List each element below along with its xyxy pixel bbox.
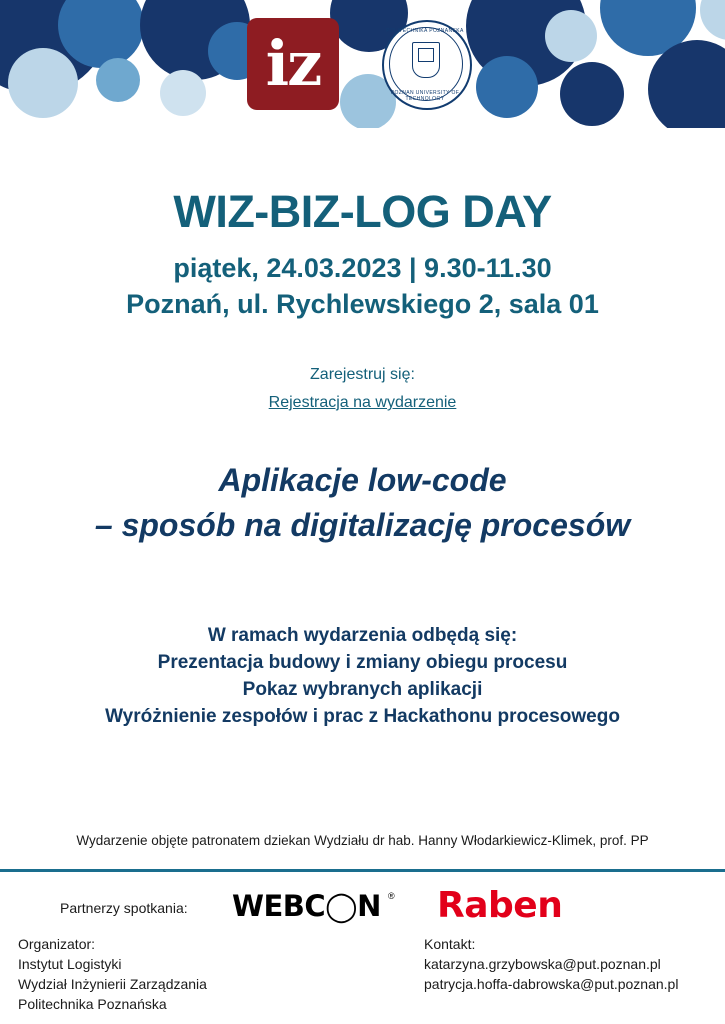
contact-block [424, 935, 678, 995]
contact-title: Kontakt: [424, 936, 476, 952]
event-topic-line-1: Aplikacje low-code [218, 462, 507, 498]
footer-divider-rule [0, 869, 725, 872]
event-topic [0, 458, 725, 549]
event-datetime-location [0, 251, 725, 322]
poster-footer [0, 873, 725, 1024]
put-logo-bottom-text: POZNAN UNIVERSITY OF TECHNOLOGY [390, 90, 460, 102]
decorative-circle [700, 0, 725, 40]
decorative-circle [545, 10, 597, 62]
register-link-wrapper [0, 394, 725, 412]
page-title: WIZ-BIZ-LOG DAY [173, 186, 552, 237]
raben-logo: Raben [437, 885, 563, 926]
decorative-circle [160, 70, 206, 116]
event-datetime: piątek, 24.03.2023 | 9.30-11.30 [173, 253, 552, 283]
patronage-note: Wydarzenie objęte patronatem dziekan Wydziału dr hab. Hanny Włodarkiewicz-Klimek, prof. PP [76, 833, 649, 848]
organizer-block [18, 935, 207, 1015]
organizer-title: Organizator: [18, 936, 96, 952]
organizer-line: Wydział Inżynierii Zarządzania [18, 975, 207, 992]
event-location: Poznań, ul. Rychlewskiego 2, sala 01 [126, 288, 599, 319]
decorative-circle [8, 48, 78, 118]
iz-logo-text: iz [265, 27, 321, 100]
agenda-heading: W ramach wydarzenia odbędą się: [207, 625, 518, 646]
organizer-line: Politechnika Poznańska [18, 995, 167, 1012]
poster-body [0, 128, 725, 873]
agenda-item: Pokaz wybranych aplikacji [242, 678, 483, 700]
decorative-circle [96, 58, 140, 102]
header-banner [0, 0, 725, 128]
contact-email[interactable]: katarzyna.grzybowska@put.poznan.pl [424, 955, 661, 972]
poznan-university-of-technology-logo [382, 20, 472, 110]
agenda-block [0, 623, 725, 731]
partners-label: Partnerzy spotkania: [60, 900, 188, 916]
webcon-registered-mark: ® [388, 891, 395, 901]
agenda-item: Prezentacja budowy i zmiany obiegu procesu [157, 651, 568, 673]
webcon-logo: WEBC◯N [232, 889, 381, 923]
organizer-line: Instytut Logistyki [18, 955, 122, 972]
put-logo-shield-icon [412, 42, 440, 78]
register-label: Zarejestruj się: [310, 366, 415, 383]
header-decorative-background [0, 0, 725, 128]
iz-logo [247, 18, 339, 110]
decorative-circle [476, 56, 538, 118]
agenda-item: Wyróżnienie zespołów i prac z Hackathonu procesowego [105, 705, 620, 727]
decorative-circle [560, 62, 624, 126]
contact-email[interactable]: patrycja.hoffa-dabrowska@put.poznan.pl [424, 975, 679, 992]
registration-link[interactable]: Rejestracja na wydarzenie [268, 394, 457, 411]
event-topic-line-2: – sposób na digitalizację procesów [94, 507, 631, 544]
put-logo-top-text: POLITECHNIKA POZNAŃSKA [386, 28, 464, 34]
